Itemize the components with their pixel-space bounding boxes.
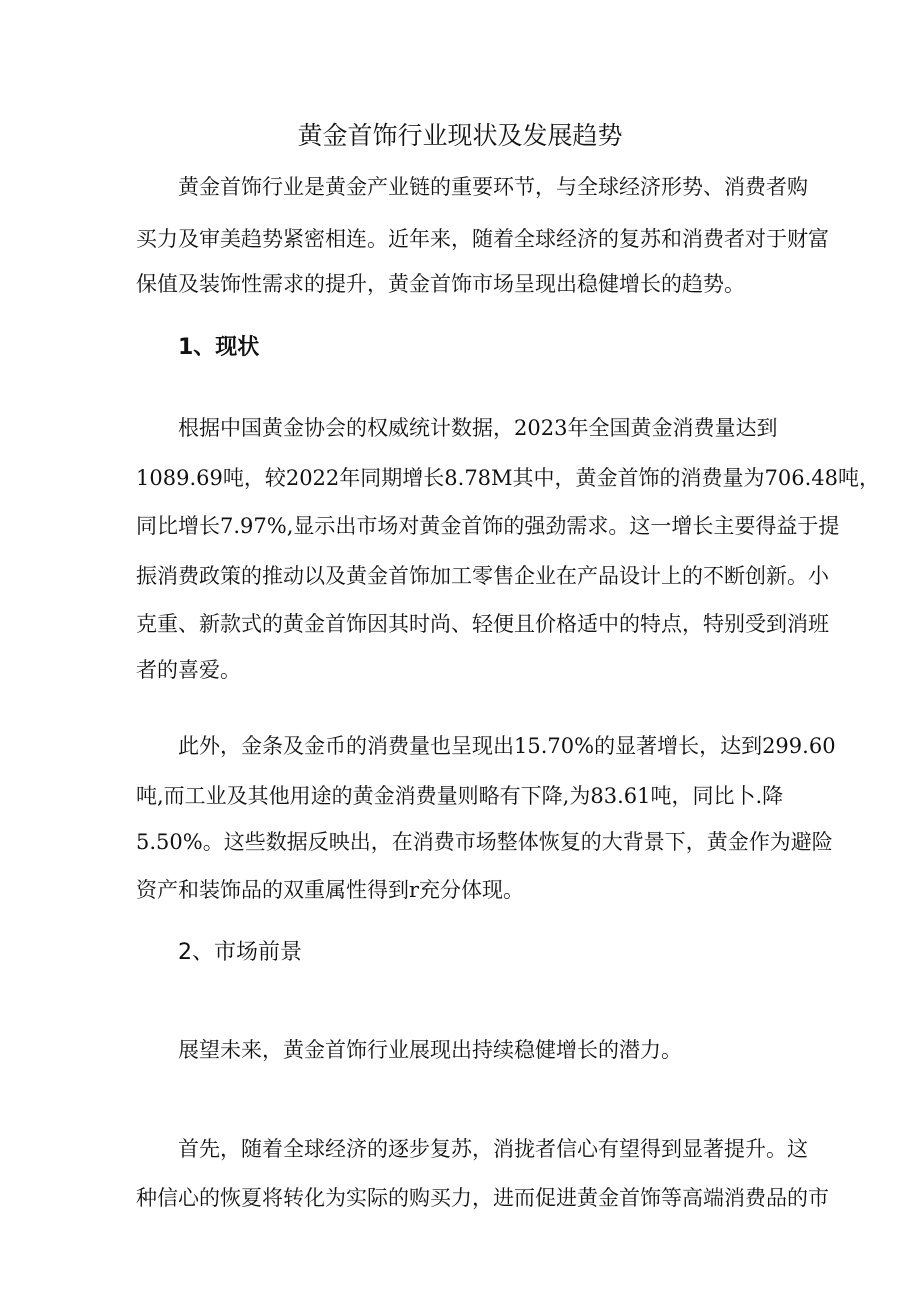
section1-p2-line-4: 资产和装饰品的双重属性得到r充分体现。 [136,878,525,902]
section1-p1-line-2: 1089.69吨，较2022年同期增长8.78M其中，黄金首饰的消费量为706.48吨， [136,466,881,490]
document-title: 黄金首饰行业现状及发展趋势 [297,121,623,150]
intro-line-1: 黄金首饰行业是黄金产业链的重要环节，与全球经济形势、消费者购 [178,175,808,199]
section1-heading: 1、现状 [178,335,260,360]
section1-p1-line-1: 根据中国黄金协会的权威统计数据，2023年全国黄金消费量达到 [178,416,778,440]
section2-p1-line-1: 展望未来，黄金首饰行业展现出持续稳健增长的潜力。 [178,1038,682,1062]
section1-p2-line-1: 此外，金条及金币的消费量也呈现出15.70%的显著增长，达到299.60 [178,734,836,758]
section1-p1-line-6: 者的喜爱。 [136,658,241,682]
section2-p2-line-2: 种信心的恢夏将转化为实际的购买力，进而促进黄金首饰等高端消费品的市 [136,1186,829,1210]
section1-p1-line-4: 振消费政策的推动以及黄金首饰加工零售企业在产品设计上的不断创新。小 [136,564,829,588]
section1-p1-line-3: 同比增长7.97%,显示出市场对黄金首饰的强劲需求。这一增长主要得益于提 [136,514,840,538]
section2-heading: 2、市场前景 [178,940,302,965]
section1-p2-line-3: 5.50%。这些数据反映出，在消费市场整体恢复的大背景下，黄金作为避险 [136,830,833,854]
intro-line-2: 买力及审美趋势紧密相连。近年来，随着全球经济的复苏和消费者对于财富 [136,227,829,251]
intro-line-3: 保值及装饰性需求的提升，黄金首饰市场呈现出稳健增长的趋势。 [136,272,745,296]
section2-p2-line-1: 首先，随着全球经济的逐步复苏，消拢者信心有望得到显著提升。这 [178,1137,808,1161]
section1-p2-line-2: 吨,而工业及其他用途的黄金消费量则略有下降,为83.61吨，同比卜.降 [136,784,784,808]
section1-p1-line-5: 克重、新款式的黄金首饰因其时尚、轻便且价格适中的特点，特别受到消班 [136,612,829,636]
